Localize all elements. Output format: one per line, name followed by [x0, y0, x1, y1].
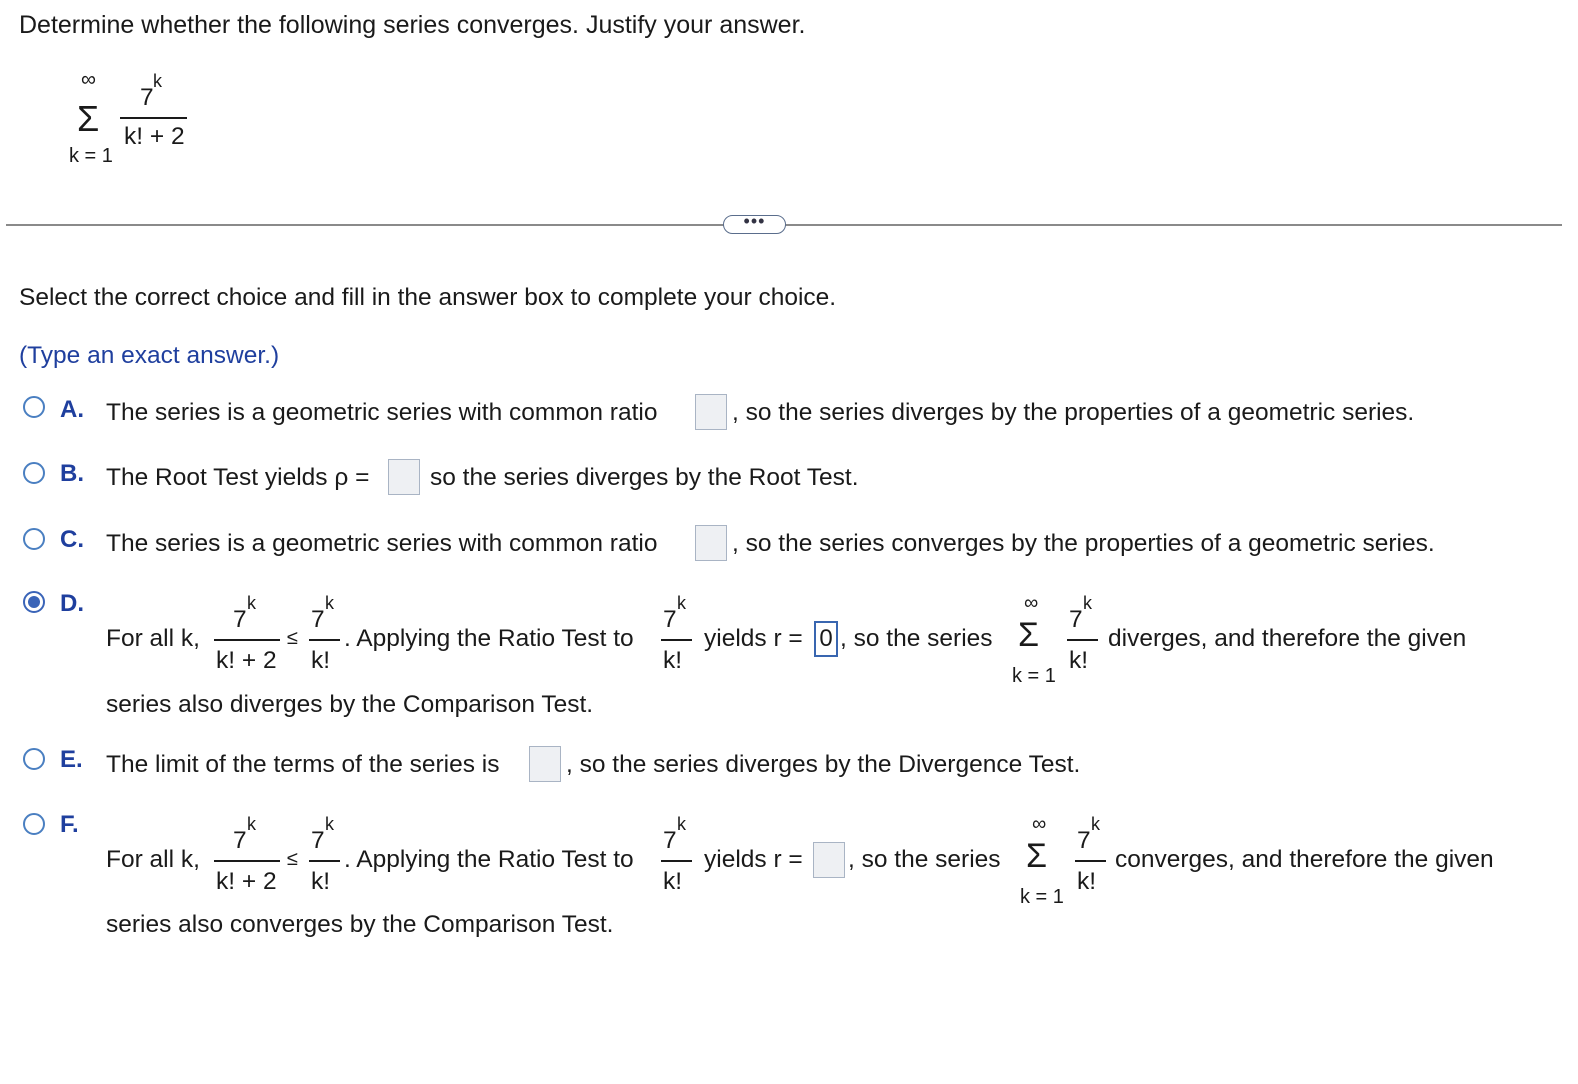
choice-c-text-after: , so the series converges by the properties of a geometric series. — [732, 530, 1435, 557]
frac-numerator: 7 — [233, 827, 247, 854]
choice-d-conclusion: diverges, and therefore the given — [1108, 625, 1467, 652]
expand-button[interactable]: ••• — [723, 215, 786, 234]
series-numerator: 7 — [140, 84, 154, 111]
choice-a-radio[interactable] — [23, 396, 45, 418]
choice-f-letter: F. — [60, 811, 79, 838]
choice-a-answer-box[interactable] — [695, 394, 727, 430]
choice-f-line2: series also converges by the Comparison Test. — [106, 911, 614, 938]
choice-b-radio[interactable] — [23, 462, 45, 484]
choice-d-for-all: For all k, — [106, 625, 200, 652]
frac-denominator: k! — [663, 868, 683, 895]
frac-bar — [309, 860, 340, 862]
sum-upper-limit: ∞ — [1032, 813, 1047, 835]
frac-numerator: 7 — [233, 606, 247, 633]
frac-denominator: k! — [311, 647, 331, 674]
instructions-hint: (Type an exact answer.) — [19, 342, 280, 369]
series-numerator-exponent: k — [153, 71, 162, 91]
choice-f-applying: . Applying the Ratio Test to — [344, 846, 634, 873]
choice-d-applying: . Applying the Ratio Test to — [344, 625, 634, 652]
choice-a-letter: A. — [60, 396, 84, 423]
choice-c-letter: C. — [60, 526, 84, 553]
frac-exponent: k — [1083, 593, 1092, 613]
frac-denominator: k! — [1077, 868, 1097, 895]
question-prompt: Determine whether the following series converges. Justify your answer. — [19, 11, 806, 39]
frac-numerator: 7 — [311, 827, 325, 854]
series-denominator: k! + 2 — [124, 123, 185, 150]
sum-upper-limit: ∞ — [1024, 592, 1039, 614]
choice-f-for-all: For all k, — [106, 846, 200, 873]
series-lower-limit: k = 1 — [69, 145, 113, 167]
frac-bar — [214, 639, 280, 641]
frac-exponent: k — [325, 814, 334, 834]
sum-sigma: Σ — [1026, 837, 1048, 875]
frac-bar — [1075, 860, 1106, 862]
choice-f-so-series: , so the series — [848, 846, 1001, 873]
frac-exponent: k — [325, 593, 334, 613]
choice-d-letter: D. — [60, 590, 84, 617]
choice-e-text-after: , so the series diverges by the Divergence Test. — [566, 751, 1081, 778]
frac-denominator: k! — [663, 647, 683, 674]
choice-b-letter: B. — [60, 460, 84, 487]
series-upper-limit: ∞ — [81, 68, 96, 91]
choice-d-line2: series also diverges by the Comparison Test. — [106, 691, 594, 718]
choice-e-text: The limit of the terms of the series is — [106, 751, 500, 778]
choice-a-text-after: , so the series diverges by the properties of a geometric series. — [732, 399, 1415, 426]
sum-lower-limit: k = 1 — [1020, 886, 1064, 908]
choice-f-radio[interactable] — [23, 813, 45, 835]
choice-f-answer-box[interactable] — [813, 842, 845, 878]
sum-sigma: Σ — [1018, 616, 1040, 654]
frac-denominator: k! + 2 — [216, 647, 277, 674]
series-sigma: Σ — [77, 98, 100, 139]
sum-lower-limit: k = 1 — [1012, 665, 1056, 687]
leq-symbol: ≤ — [287, 627, 298, 649]
frac-numerator: 7 — [663, 827, 677, 854]
choice-a-text: The series is a geometric series with common ratio — [106, 399, 658, 426]
frac-denominator: k! — [1069, 647, 1089, 674]
series-fraction-bar — [120, 117, 187, 119]
frac-bar — [1067, 639, 1098, 641]
frac-numerator: 7 — [1077, 827, 1091, 854]
frac-numerator: 7 — [663, 606, 677, 633]
choice-b-text: The Root Test yields ρ = — [106, 464, 370, 491]
frac-numerator: 7 — [311, 606, 325, 633]
choice-d-radio[interactable] — [23, 591, 45, 613]
frac-exponent: k — [1091, 814, 1100, 834]
choice-d-yields: yields r = — [704, 625, 803, 652]
frac-bar — [661, 639, 692, 641]
choice-d-answer-box[interactable]: 0 — [814, 621, 838, 657]
frac-denominator: k! — [311, 868, 331, 895]
choice-c-answer-box[interactable] — [695, 525, 727, 561]
choice-b-answer-box[interactable] — [388, 459, 420, 495]
instructions-text: Select the correct choice and fill in the answer box to complete your choice. — [19, 284, 837, 311]
frac-exponent: k — [247, 593, 256, 613]
frac-exponent: k — [677, 593, 686, 613]
choice-d-so-series: , so the series — [840, 625, 993, 652]
leq-symbol: ≤ — [287, 848, 298, 870]
choice-b-text-after: so the series diverges by the Root Test. — [430, 464, 859, 491]
frac-exponent: k — [247, 814, 256, 834]
frac-exponent: k — [677, 814, 686, 834]
frac-numerator: 7 — [1069, 606, 1083, 633]
frac-denominator: k! + 2 — [216, 868, 277, 895]
choice-f-conclusion: converges, and therefore the given — [1115, 846, 1494, 873]
choice-e-answer-box[interactable] — [529, 746, 561, 782]
choice-e-letter: E. — [60, 746, 83, 773]
frac-bar — [214, 860, 280, 862]
choice-f-yields: yields r = — [704, 846, 803, 873]
frac-bar — [661, 860, 692, 862]
choice-c-text: The series is a geometric series with common ratio — [106, 530, 658, 557]
choice-c-radio[interactable] — [23, 528, 45, 550]
frac-bar — [309, 639, 340, 641]
choice-e-radio[interactable] — [23, 748, 45, 770]
